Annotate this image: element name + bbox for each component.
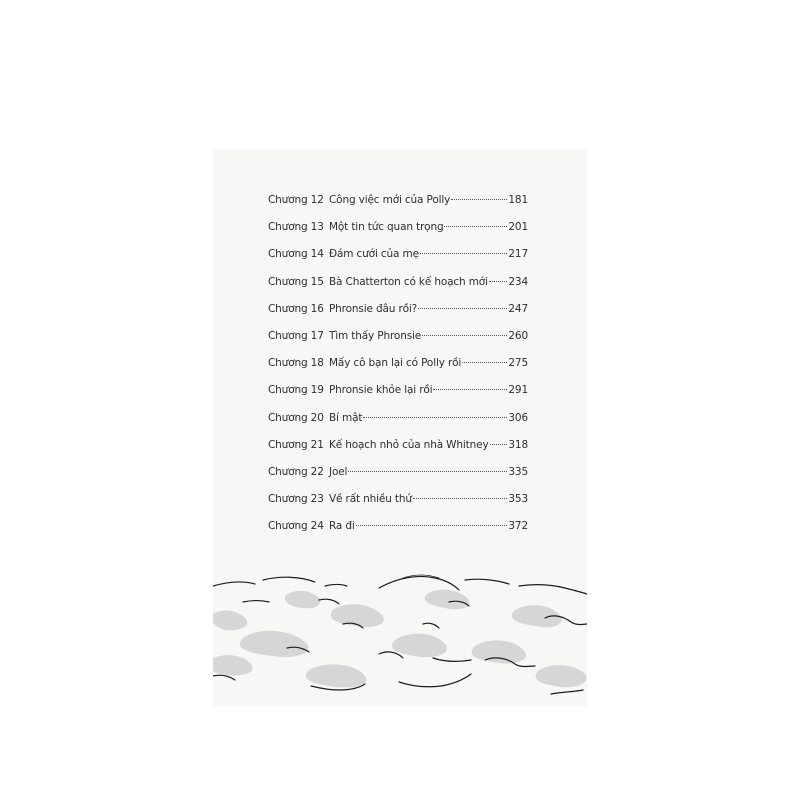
dot-leader	[356, 525, 508, 526]
dot-leader	[490, 444, 508, 445]
dot-leader	[489, 281, 508, 282]
chapter-title: Bà Chatterton có kế hoạch mới	[329, 275, 488, 288]
chapter-label: Chương 23	[268, 493, 324, 506]
toc-row	[268, 330, 528, 357]
dot-leader	[413, 498, 508, 499]
toc-row	[268, 303, 528, 330]
dot-leader	[363, 417, 507, 418]
chapter-label: Chương 15	[268, 275, 324, 288]
page-number: 217	[508, 248, 528, 261]
chapter-label: Chương 12	[268, 194, 324, 206]
dot-leader	[444, 226, 507, 227]
chapter-label: Chương 13	[268, 221, 324, 234]
toc-row	[268, 276, 528, 303]
toc-row	[268, 384, 528, 411]
toc-entry	[329, 221, 528, 233]
chapter-title: Mấy cô bạn lại có Polly rồi	[329, 357, 462, 370]
toc-row	[268, 248, 528, 275]
chapter-title: Joel	[329, 465, 348, 478]
page-number: 181	[508, 194, 528, 206]
toc-entry	[329, 357, 528, 369]
dot-leader	[418, 308, 507, 309]
toc-row	[268, 493, 528, 520]
toc-entry	[329, 520, 528, 532]
chapter-title: Về rất nhiều thứ	[329, 493, 412, 506]
toc-entry	[329, 493, 528, 505]
toc-entry	[329, 330, 528, 342]
page-number: 306	[508, 411, 528, 424]
page-number: 275	[508, 357, 528, 370]
toc-entry	[329, 384, 528, 396]
toc-entry	[329, 439, 528, 451]
toc-row	[268, 520, 528, 547]
page-number: 201	[508, 221, 528, 234]
chapter-label: Chương 24	[268, 520, 324, 533]
page-number: 353	[508, 493, 528, 506]
chapter-label: Chương 21	[268, 438, 324, 451]
chapter-title: Một tin tức quan trọng	[329, 221, 444, 234]
clouds-illustration	[213, 574, 587, 706]
chapter-title: Phronsie đâu rồi?	[329, 302, 418, 315]
page-number: 291	[508, 384, 528, 397]
toc-row	[268, 357, 528, 384]
toc-entry	[329, 276, 528, 288]
dot-leader	[451, 199, 507, 200]
chapter-title: Công việc mới của Polly	[329, 194, 451, 206]
chapter-label: Chương 18	[268, 357, 324, 370]
page-number: 234	[508, 275, 528, 288]
toc-row	[268, 221, 528, 248]
toc-entry	[329, 412, 528, 424]
chapter-title: Tìm thấy Phronsie	[329, 329, 422, 342]
chapter-title: Kế hoạch nhỏ của nhà Whitney	[329, 438, 489, 451]
chapter-label: Chương 19	[268, 384, 324, 397]
chapter-title: Bí mật	[329, 411, 363, 424]
page-number: 260	[508, 329, 528, 342]
chapter-label: Chương 22	[268, 465, 324, 478]
dot-leader	[433, 389, 507, 390]
toc-entry	[329, 466, 528, 478]
book-page	[213, 149, 587, 706]
toc-entry	[329, 194, 528, 206]
chapter-title: Ra đi	[329, 520, 355, 533]
chapter-label: Chương 16	[268, 302, 324, 315]
chapter-label: Chương 17	[268, 329, 324, 342]
dot-leader	[422, 335, 507, 336]
page-number: 335	[508, 465, 528, 478]
dot-leader	[462, 362, 507, 363]
dot-leader	[348, 471, 507, 472]
table-of-contents	[268, 194, 528, 547]
chapter-label: Chương 20	[268, 411, 324, 424]
page-number: 247	[508, 302, 528, 315]
toc-row	[268, 439, 528, 466]
chapter-title: Đám cưới của mẹ	[329, 248, 419, 261]
toc-row	[268, 412, 528, 439]
page-number: 318	[508, 438, 528, 451]
chapter-title: Phronsie khỏe lại rồi	[329, 384, 433, 397]
chapter-label: Chương 14	[268, 248, 324, 261]
toc-entry	[329, 303, 528, 315]
toc-row	[268, 466, 528, 493]
toc-entry	[329, 248, 528, 260]
toc-row	[268, 194, 528, 221]
dot-leader	[420, 253, 508, 254]
page-number: 372	[508, 520, 528, 533]
